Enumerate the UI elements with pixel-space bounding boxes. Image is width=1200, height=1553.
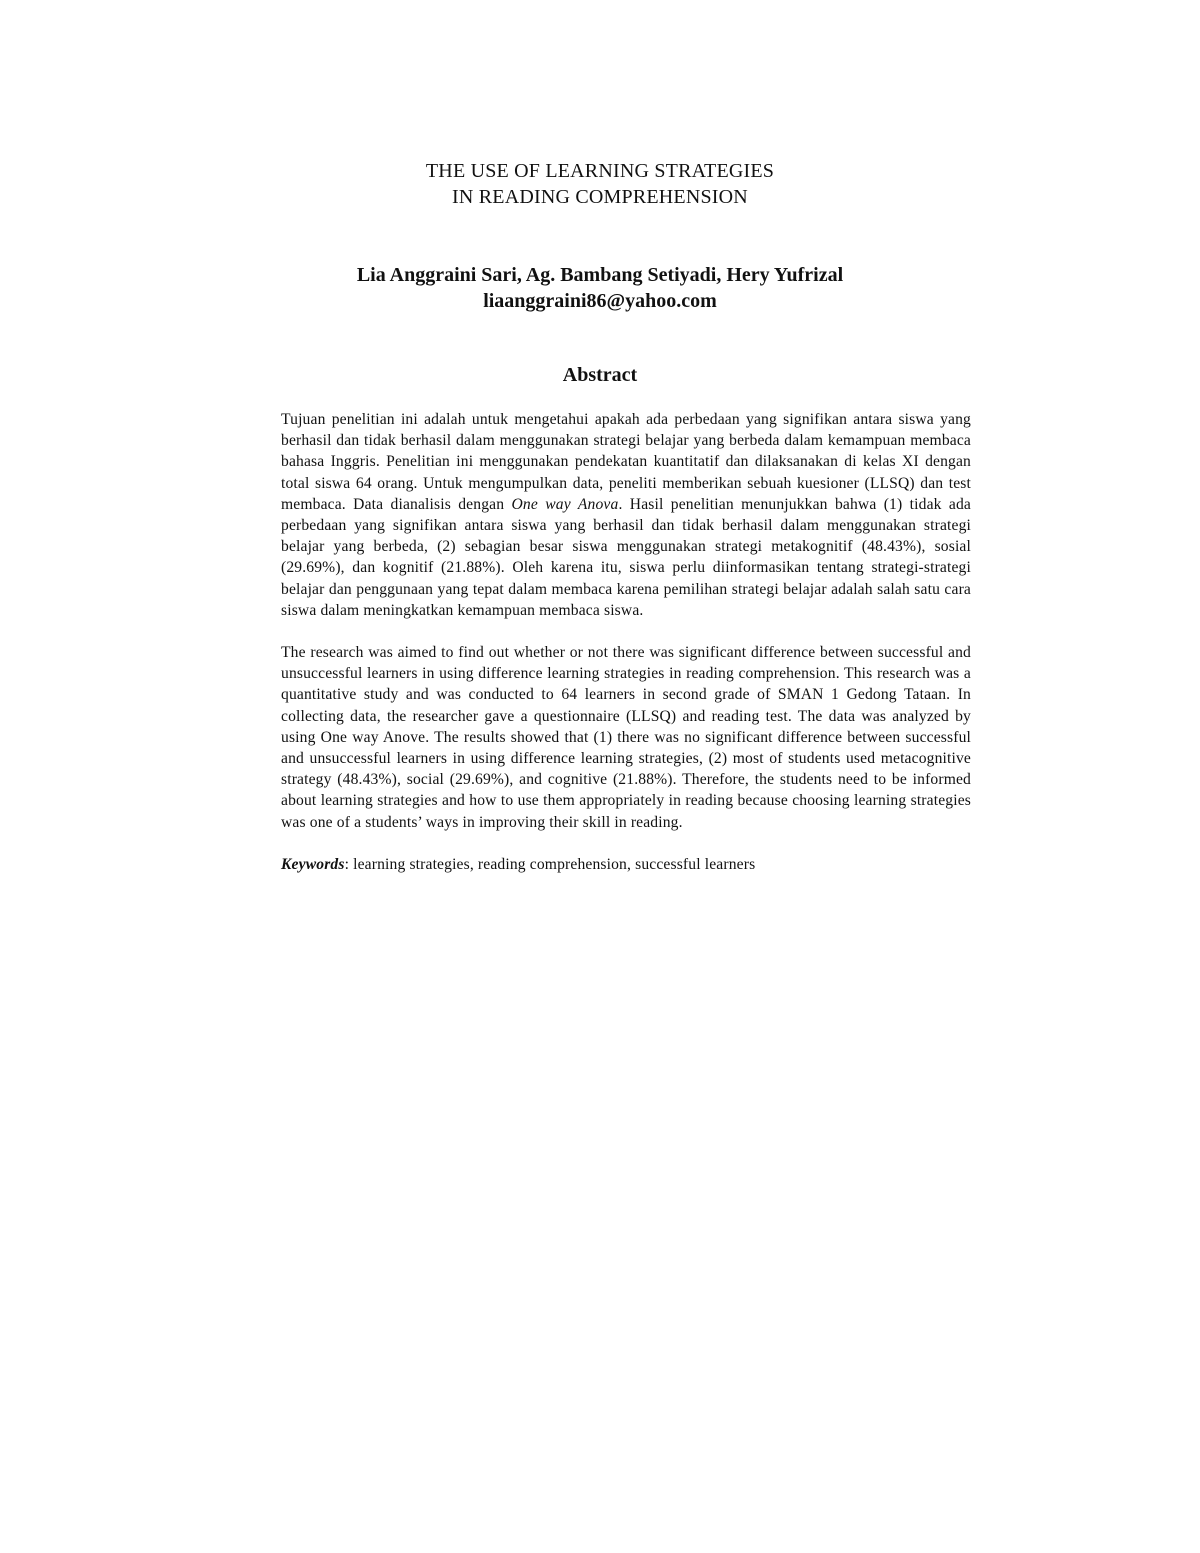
title-line-2: IN READING COMPREHENSION xyxy=(452,186,748,208)
author-block xyxy=(0,262,1200,314)
abstract-body xyxy=(281,409,971,875)
author-names: Lia Anggraini Sari, Ag. Bambang Setiyadi, Hery Yufrizal xyxy=(356,264,844,286)
abstract-id-part2: . Hasil penelitian menunjukkan bahwa (1) tidak ada perbedaan yang signifikan antara siswa yang berhasil dan tidak berhasil dalam menggunakan strategi belajar yang berbeda, (2) sebagian besar siswa menggunakan strategi metakognitif (48.43%), sosial (29.69%), dan kognitif (21.88%). Oleh karena itu, siswa perlu diinformasikan tentang strategi-strategi belajar dan penggunaan yang tepat dalam membaca karena pemilihan strategi belajar adalah salah satu cara siswa dalam meningkatkan kemampuan membaca siswa. xyxy=(281,495,971,619)
abstract-paragraph-english: The research was aimed to find out whether or not there was significant difference between successful and unsuccessful learners in using difference learning strategies in reading comprehension. This research was a quantitative study and was conducted to 64 learners in second grade of SMAN 1 Gedong Tataan. In collecting data, the researcher gave a questionnaire (LLSQ) and reading test. The data was analyzed by using One way Anove. The results showed that (1) there was no significant difference between successful and unsuccessful learners in using difference learning strategies, (2) most of students used metacognitive strategy (48.43%), social (29.69%), and cognitive (21.88%). Therefore, the students need to be informed about learning strategies and how to use them appropriately in reading because choosing learning strategies was one of a students’ ways in improving their skill in reading. xyxy=(281,644,971,831)
abstract-paragraph-indonesian xyxy=(281,409,971,621)
keywords-line xyxy=(281,854,971,875)
title-line-1: THE USE OF LEARNING STRATEGIES xyxy=(425,160,775,182)
keywords-label: Keywords xyxy=(281,855,345,873)
abstract-id-italic-term: One way Anova xyxy=(511,495,619,513)
abstract-id-part1: Tujuan penelitian ini adalah untuk mengetahui apakah ada perbedaan yang signifikan antara siswa yang berhasil dan tidak berhasil dalam menggunakan strategi belajar yang berbeda dalam kemampuan membaca bahasa Inggris. Penelitian ini menggunakan pendekatan kuantitatif dan dilaksanakan di kelas XI dengan total siswa 64 orang. Untuk mengumpulkan data, peneliti memberikan sebuah kuesioner (LLSQ) dan test membaca. Data dianalisis dengan xyxy=(281,411,971,513)
abstract-heading: Abstract xyxy=(562,364,638,386)
keywords-text: : learning strategies, reading comprehension, successful learners xyxy=(344,855,756,873)
author-email: liaanggraini86@yahoo.com xyxy=(483,290,717,312)
paper-title xyxy=(0,158,1200,210)
